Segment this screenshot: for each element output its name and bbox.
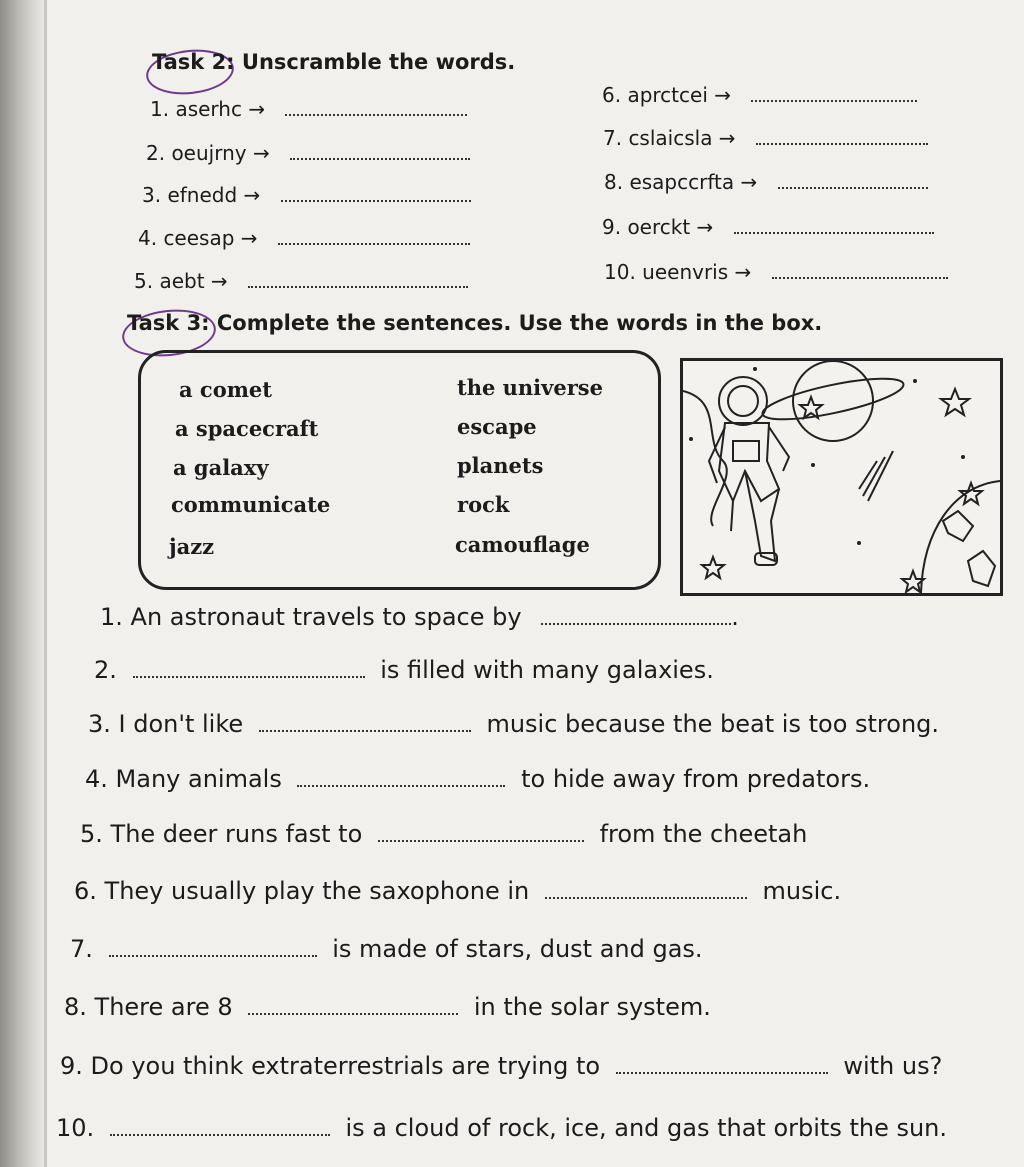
scramble-word: 8. esapccrfta →	[604, 170, 758, 194]
sentence-text: 2.	[94, 656, 117, 684]
scramble-word: 10. ueenvris →	[604, 260, 752, 284]
scramble-word: 3. efnedd →	[142, 183, 261, 207]
sentence-text: 1. An astronaut travels to space by	[100, 603, 522, 631]
sentence-text: in the solar system.	[473, 993, 711, 1021]
scramble-item-2	[146, 141, 470, 165]
scramble-item-9	[602, 215, 934, 239]
word-right-3: planets	[457, 453, 544, 478]
scramble-word: 1. aserhc →	[150, 97, 266, 121]
sentence-text: to hide away from predators.	[521, 765, 871, 793]
task3-title: Task 3: Complete the sentences. Use the words in the box.	[127, 311, 823, 335]
scramble-word: 5. aebt →	[134, 269, 228, 293]
scramble-item-4	[138, 226, 470, 250]
sentence-8	[64, 993, 711, 1021]
scramble-item-1	[150, 97, 467, 121]
answer-blank[interactable]	[248, 999, 458, 1015]
task2-title: Task 2: Unscramble the words.	[152, 50, 516, 74]
scramble-item-7	[603, 126, 928, 150]
sentence-text: 8. There are 8	[64, 993, 233, 1021]
sentence-text: music.	[762, 877, 842, 905]
sentence-text: .	[731, 603, 739, 631]
sentence-text: 9. Do you think extraterrestrials are trying to	[60, 1052, 601, 1080]
word-left-1: a comet	[179, 377, 272, 402]
scramble-item-6	[602, 83, 917, 107]
sentence-1	[100, 603, 739, 631]
answer-blank[interactable]	[778, 173, 928, 189]
sentence-text: 4. Many animals	[85, 765, 282, 793]
scramble-item-10	[604, 260, 948, 284]
answer-blank[interactable]	[772, 263, 948, 279]
answer-blank[interactable]	[616, 1058, 828, 1074]
answer-blank[interactable]	[751, 86, 917, 102]
sentence-6	[74, 877, 841, 905]
sentence-2	[94, 656, 714, 684]
scramble-word: 7. cslaicsla →	[603, 126, 736, 150]
sentence-7	[70, 935, 703, 963]
answer-blank[interactable]	[248, 272, 468, 288]
scramble-item-5	[134, 269, 468, 293]
scramble-word: 4. ceesap →	[138, 226, 258, 250]
word-right-1: the universe	[457, 375, 603, 400]
sentence-text: with us?	[843, 1052, 943, 1080]
word-left-3: a galaxy	[173, 455, 269, 480]
word-right-2: escape	[457, 414, 537, 439]
sentence-text: 3. I don't like	[88, 710, 244, 738]
sentence-text: is a cloud of rock, ice, and gas that orbits the sun.	[345, 1114, 948, 1142]
sentence-text: music because the beat is too strong.	[486, 710, 940, 738]
answer-blank[interactable]	[545, 883, 747, 899]
answer-blank[interactable]	[281, 186, 471, 202]
answer-blank[interactable]	[285, 100, 467, 116]
sentence-text: from the cheetah	[599, 820, 808, 848]
sentence-text: is filled with many galaxies.	[380, 656, 714, 684]
scramble-word: 6. aprctcei →	[602, 83, 731, 107]
astronaut-illustration	[683, 361, 1000, 593]
answer-blank[interactable]	[259, 716, 471, 732]
answer-blank[interactable]	[110, 1120, 330, 1136]
answer-blank[interactable]	[541, 609, 731, 625]
word-right-4: rock	[457, 492, 510, 517]
sentence-text: is made of stars, dust and gas.	[332, 935, 703, 963]
scramble-item-3	[142, 183, 471, 207]
sentence-3	[88, 710, 939, 738]
word-left-5: jazz	[169, 534, 215, 559]
sentence-text: 6. They usually play the saxophone in	[74, 877, 530, 905]
sentence-10	[56, 1114, 947, 1142]
sentence-5	[80, 820, 807, 848]
word-left-4: communicate	[171, 492, 331, 517]
answer-blank[interactable]	[290, 144, 470, 160]
sentence-text: 5. The deer runs fast to	[80, 820, 363, 848]
answer-blank[interactable]	[133, 662, 365, 678]
sentence-4	[85, 765, 870, 793]
answer-blank[interactable]	[297, 771, 505, 787]
scramble-word: 2. oeujrny →	[146, 141, 270, 165]
sentence-text: 10.	[56, 1114, 95, 1142]
binder-shadow	[0, 0, 44, 1167]
answer-blank[interactable]	[109, 941, 317, 957]
sentence-9	[60, 1052, 942, 1080]
scramble-word: 9. oerckt →	[602, 215, 714, 239]
word-right-5: camouflage	[455, 532, 590, 557]
scramble-item-8	[604, 170, 928, 194]
sentence-text: 7.	[70, 935, 93, 963]
page-edge	[44, 0, 47, 1167]
word-box	[138, 350, 661, 590]
answer-blank[interactable]	[756, 129, 928, 145]
astronaut-in-space-icon	[680, 358, 1003, 596]
answer-blank[interactable]	[378, 826, 584, 842]
answer-blank[interactable]	[278, 229, 470, 245]
answer-blank[interactable]	[734, 218, 934, 234]
word-left-2: a spacecraft	[175, 416, 319, 441]
